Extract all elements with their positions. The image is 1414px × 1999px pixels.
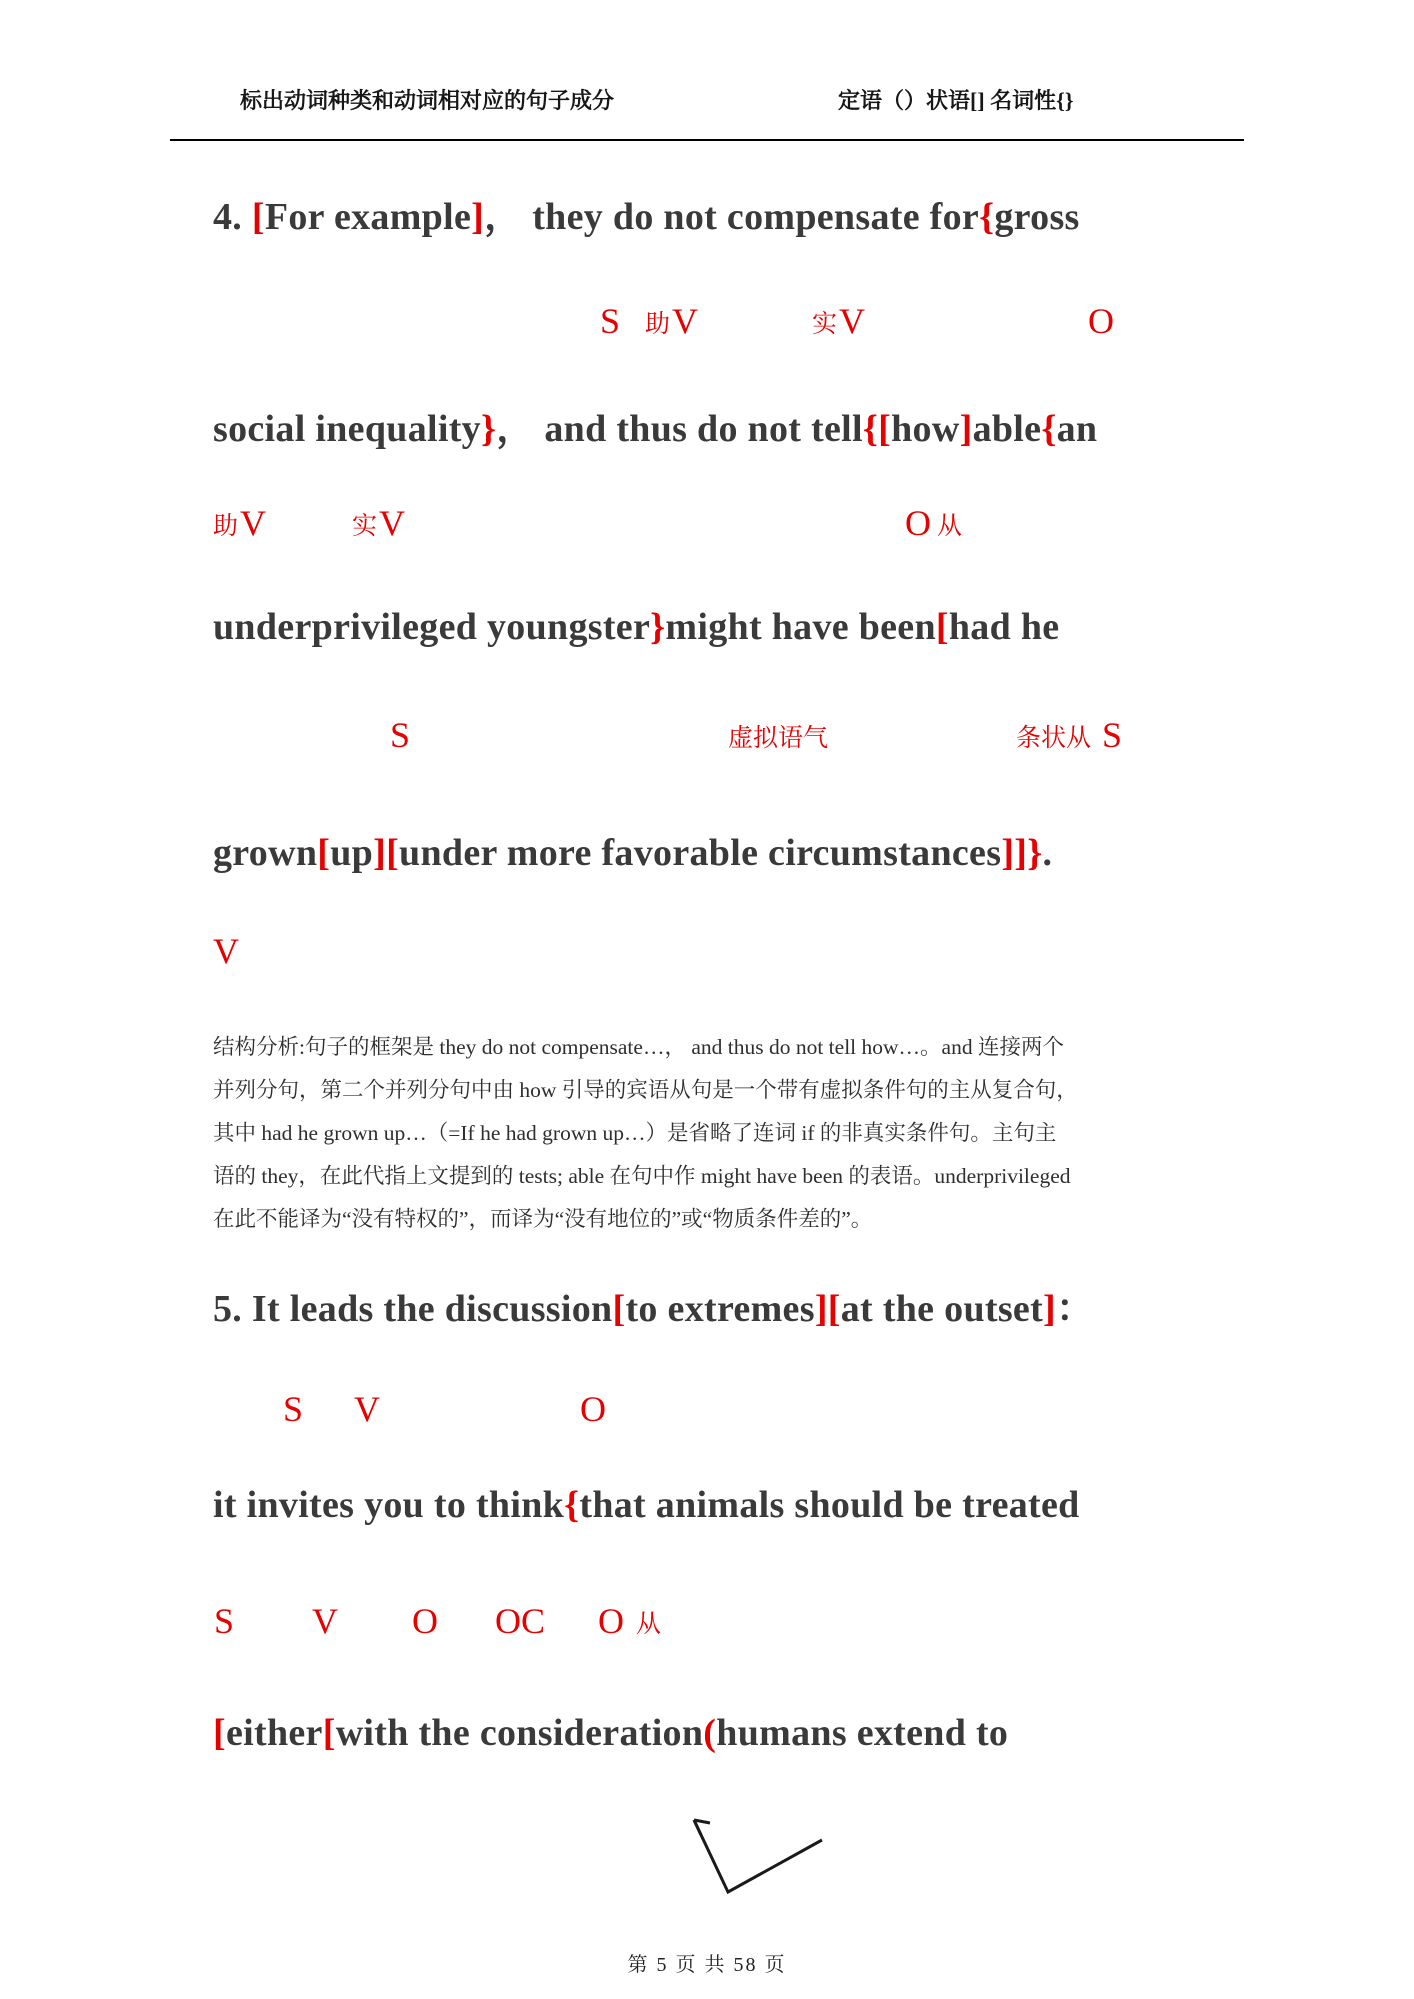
text-segment: social inequality [213,408,481,450]
red-bracket: ] [1043,1288,1057,1330]
page-number-footer: 第 5 页 共 58 页 [627,1954,787,1976]
text-segment: under more favorable circumstances [399,832,1002,874]
red-bracket: {[ [862,408,892,450]
red-bracket: ] [471,196,485,238]
label-subject: S [283,1389,304,1429]
red-bracket: { [1041,408,1057,450]
label-object: O [412,1601,438,1641]
item4-sentence-line4 [213,828,1052,878]
item4-annotation-row2 [0,498,1414,544]
red-bracket: { [979,196,995,238]
label-aux-cn: 助 [213,513,239,540]
label-clause-cn: 从 [937,513,963,540]
item5-annotation-row1 [0,1384,1414,1430]
text-segment: 5. It leads the discussion [213,1288,613,1330]
annotation-arrow [660,1800,850,1910]
item4-annotation-row3 [0,710,1414,756]
label-object: O [905,503,931,543]
item4-sentence-line3 [213,602,1059,652]
text-segment: how [891,408,960,450]
analysis-line: 其中 had he grown up…（=If he had grown up…）是省略了连词 if 的非真实条件句。主句主 [213,1121,1057,1145]
text-segment: with the consideration [335,1712,704,1754]
label-verb: V [312,1601,338,1641]
label-object: O [580,1389,606,1429]
text-segment: ， and thus do not tell [496,408,863,450]
text-segment: ， they do not compensate for [484,196,980,238]
text-segment: it invites you to think [213,1484,565,1526]
text-segment: an [1056,408,1098,450]
item5-sentence-line1 [213,1284,1094,1334]
text-segment: For example [264,196,472,238]
item4-sentence-line2 [213,404,1097,454]
text-segment: up [330,832,374,874]
label-object: O [1088,301,1114,341]
item5-annotation-row2 [0,1596,1414,1642]
red-bracket: [ [213,1712,226,1754]
label-clause-cn: 从 [636,1611,662,1638]
red-bracket: ( [703,1712,717,1754]
label-object-complement: OC [495,1601,546,1641]
text-segment: either [225,1712,323,1754]
label-aux-verb: V [240,503,266,543]
red-bracket: [ [317,832,331,874]
red-bracket: ] [959,408,973,450]
label-main-cn: 实 [352,513,378,540]
text-segment: grown [213,832,318,874]
red-bracket: [ [251,196,265,238]
label-subject: S [214,1601,235,1641]
red-bracket: } [480,408,497,450]
red-bracket: ]]} [1001,832,1043,874]
header-right-legend: 定语（）状语[] 名词性{} [838,88,1074,113]
text-segment: underprivileged youngster [213,606,651,648]
label-subject: S [600,301,621,341]
text-segment: that animals should be treated [579,1484,1080,1526]
red-bracket: ][ [373,832,400,874]
text-segment: at the outset [840,1288,1044,1330]
label-main-verb: V [839,301,865,341]
label-verb: V [213,931,239,971]
item5-sentence-line2 [213,1480,1080,1530]
structure-analysis-paragraph [213,1026,1078,1241]
label-subject: S [390,715,411,755]
text-segment: to extremes [625,1288,815,1330]
item4-sentence-line1 [213,192,1080,242]
text-segment: had he [948,606,1060,648]
text-segment: able [972,408,1042,450]
analysis-line: 在此不能译为“没有特权的”，而译为“没有地位的”或“物质条件差的”。 [213,1207,873,1231]
red-bracket: { [564,1484,580,1526]
text-segment: ： [1056,1288,1095,1330]
red-bracket: [ [935,606,949,648]
label-subjunctive-mood: 虚拟语气 [728,725,829,752]
analysis-line: 结构分析:句子的框架是 they do not compensate…， and thus do not tell how…。and 连接两个 [213,1035,1064,1059]
red-bracket: [ [612,1288,626,1330]
item4-annotation-row1 [0,296,1414,342]
item5-sentence-line3 [213,1708,1008,1758]
label-main-cn: 实 [812,311,838,338]
analysis-line: 并列分句，第二个并列分句中由 how 引导的宾语从句是一个带有虚拟条件句的主从复合句， [213,1078,1078,1102]
label-conditional-adverbial-clause: 条状从 [1016,725,1092,752]
analysis-line: 语的 they，在此代指上文提到的 tests; able 在句中作 might have been 的表语。underprivileged [213,1164,1071,1188]
text-segment: 4. [213,196,252,238]
item4-annotation-row4 [0,926,1414,972]
label-aux-verb: V [672,301,698,341]
header-divider [170,139,1244,141]
text-segment: might have been [665,606,936,648]
label-aux-cn: 助 [645,311,671,338]
red-bracket: } [650,606,666,648]
header-left-title: 标出动词种类和动词相对应的句子成分 [240,88,615,113]
label-object-2: O [598,1601,624,1641]
red-bracket: [ [322,1712,336,1754]
label-subject-2: S [1102,715,1123,755]
red-bracket: ][ [814,1288,841,1330]
text-segment: gross [994,196,1080,238]
label-verb: V [354,1389,380,1429]
text-segment: . [1042,832,1053,874]
text-segment: humans extend to [716,1712,1009,1754]
label-main-verb: V [379,503,405,543]
